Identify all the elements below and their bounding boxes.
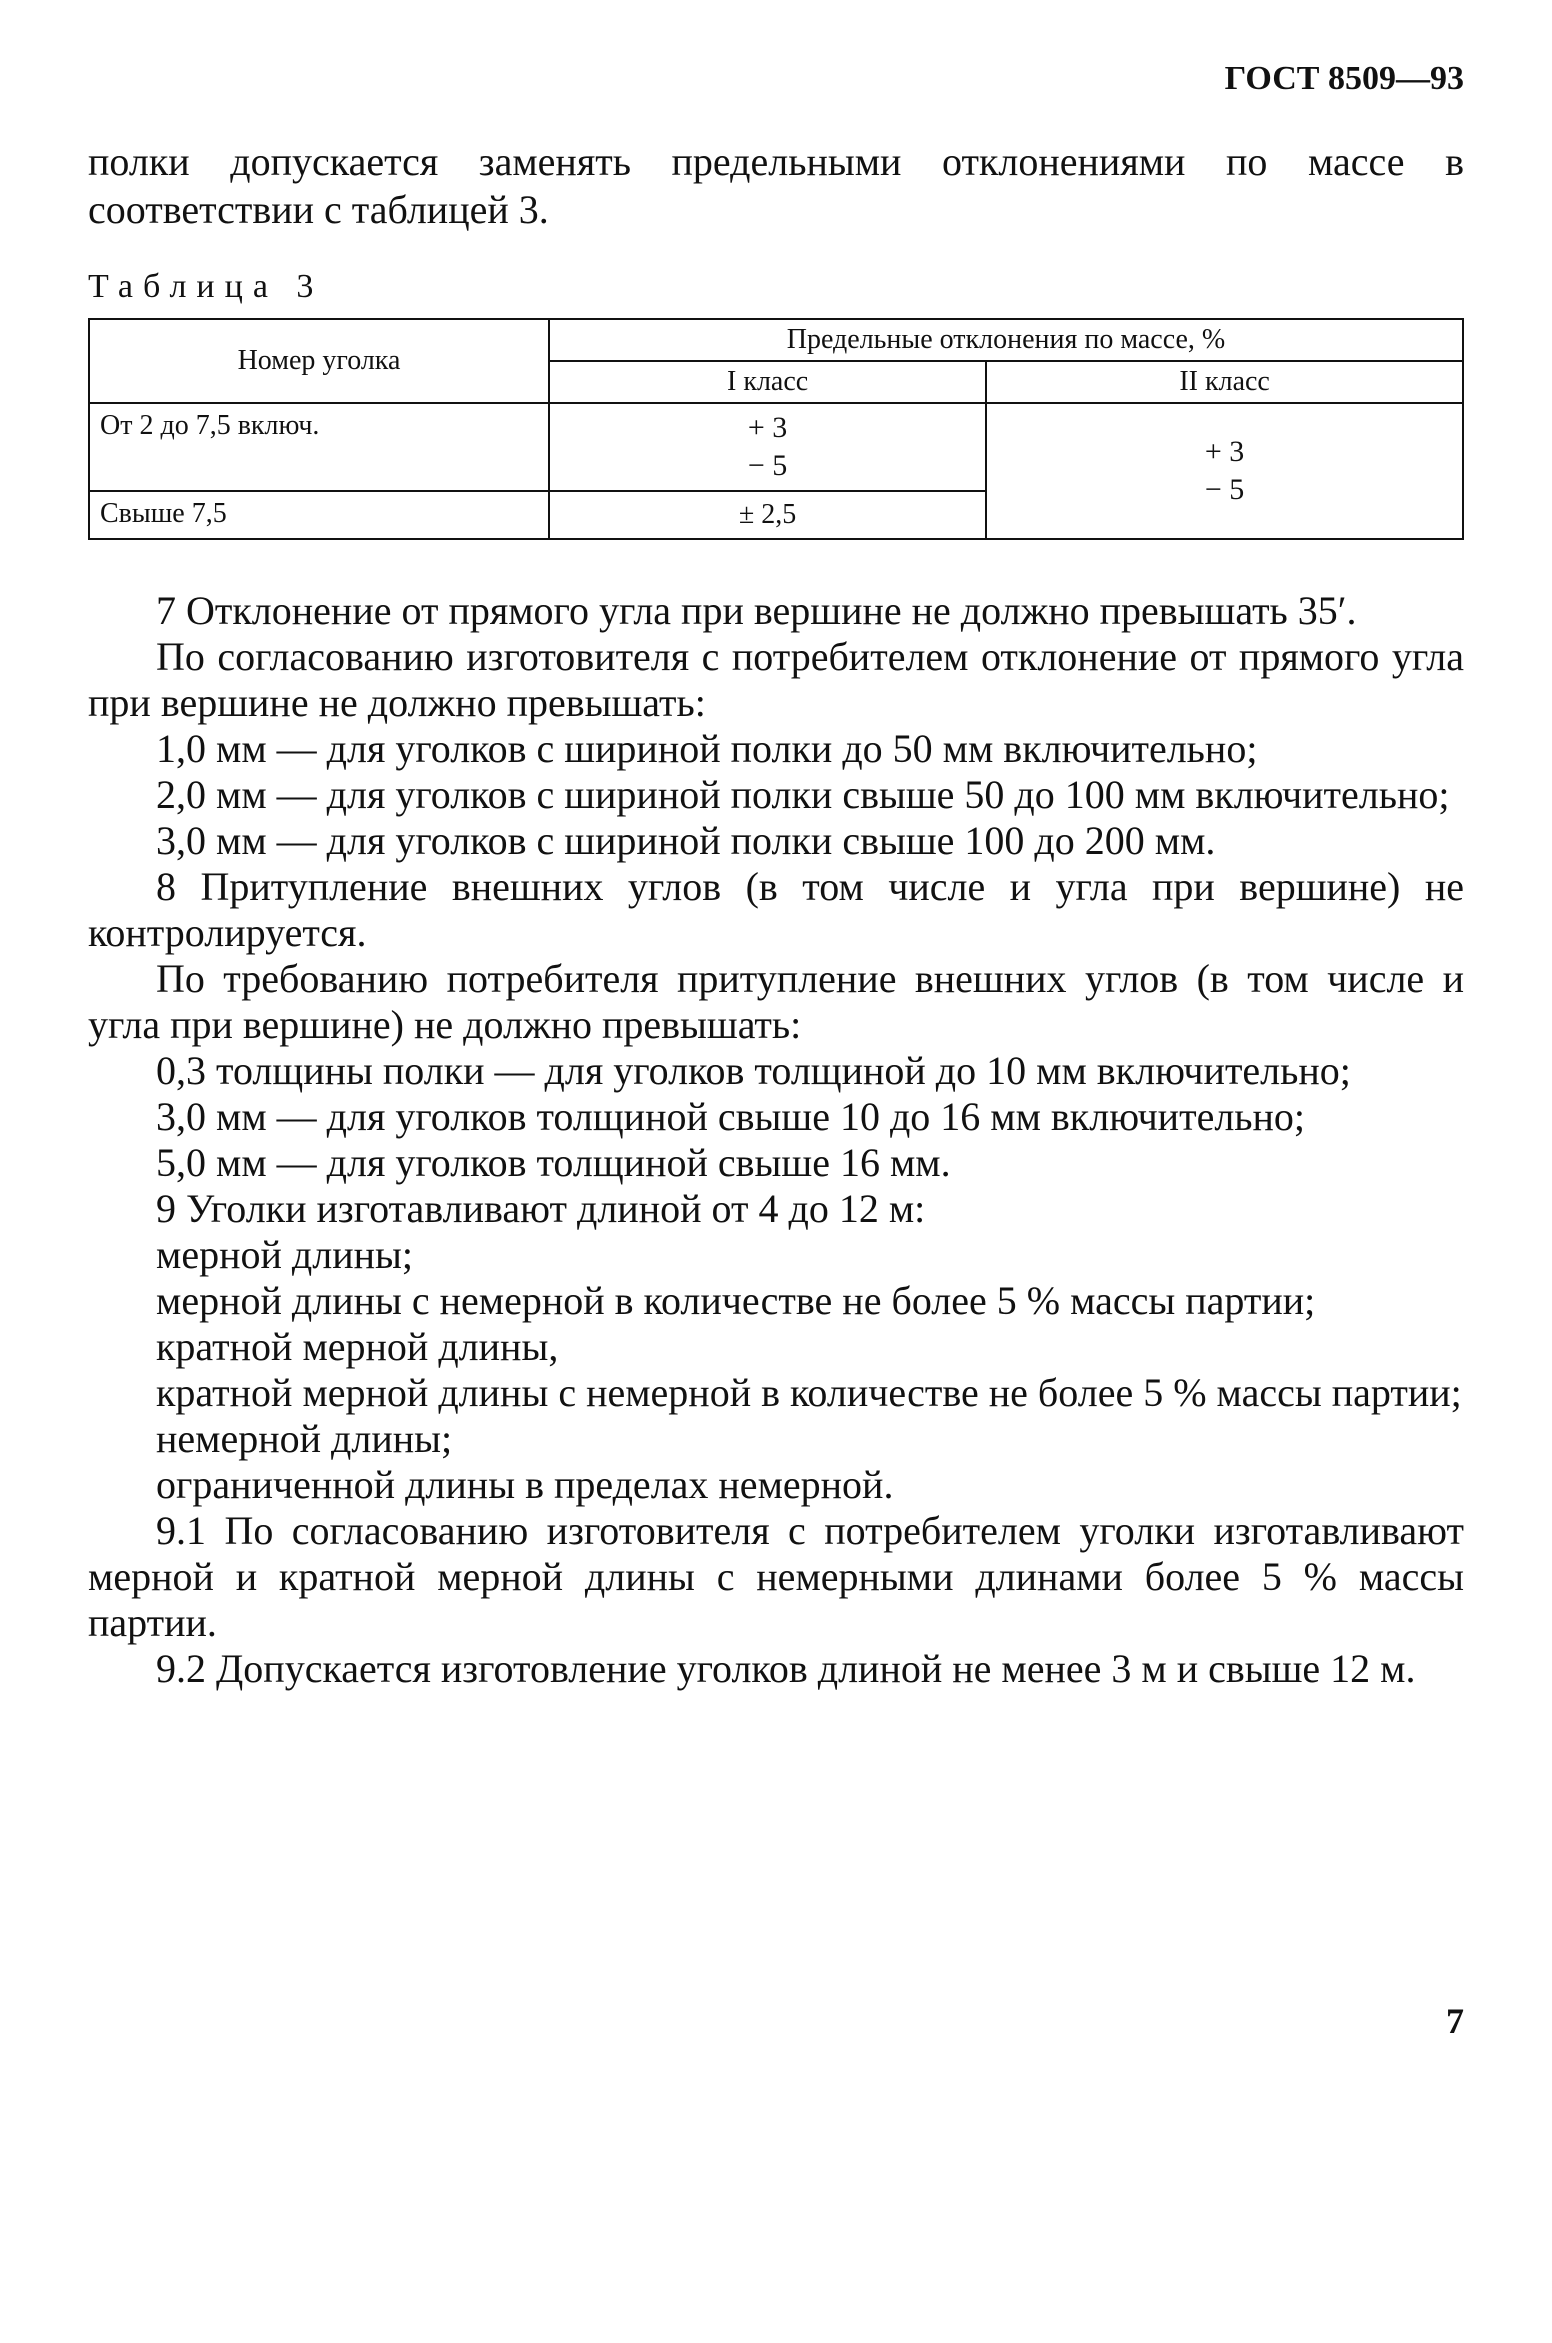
class1-row1-minus: − 5 [747,449,788,482]
body-text [88,588,1464,1692]
class2-minus: − 5 [1204,473,1245,506]
paragraph: 3,0 мм — для уголков с шириной полки свыше 100 до 200 мм. [156,818,1216,863]
paragraph: 0,3 толщины полки — для уголков толщиной до 10 мм включительно; [156,1048,1351,1093]
class2-plus: + 3 [1204,435,1245,468]
paragraph: кратной мерной длины с немерной в количестве не более 5 % массы партии; [156,1370,1462,1415]
paragraph-7: 7 Отклонение от прямого угла при вершине не должно превышать 35′. [156,588,1357,633]
paragraph: мерной длины; [156,1232,413,1277]
lead-paragraph: полки допускается заменять предельными отклонениями по массе в соответствии с таблицей 3. [88,139,1464,232]
cell-class1-row2: ± 2,5 [549,491,986,539]
paragraph-9-1: 9.1 По согласованию изготовителя с потребителем уголки изготавливают мерной и кратной мерной длины с немерными длинами более 5 % массы партии. [88,1508,1464,1645]
table-row [89,403,1463,491]
paragraph: По согласованию изготовителя с потребителем отклонение от прямого угла при вершине не должно превышать: [88,634,1464,725]
paragraph-9-2: 9.2 Допускается изготовление уголков длиной не менее 3 м и свыше 12 м. [156,1646,1416,1691]
document-page [88,60,1464,1692]
header-class-2: II класс [986,361,1463,403]
paragraph: 1,0 мм — для уголков с шириной полки до 50 мм включительно; [156,726,1258,771]
cell-class1-row1 [549,403,986,491]
paragraph-8: 8 Притупление внешних углов (в том числе и угла при вершине) не контролируется. [88,864,1464,955]
paragraph: 5,0 мм — для уголков толщиной свыше 16 мм. [156,1140,951,1185]
paragraph: мерной длины с немерной в количестве не более 5 % массы партии; [156,1278,1316,1323]
paragraph: ограниченной длины в пределах немерной. [156,1462,894,1507]
header-mass-deviation: Предельные отклонения по массе, % [549,319,1463,361]
mass-deviation-table [88,318,1464,540]
paragraph: немерной длины; [156,1416,453,1461]
row-label-2: Свыше 7,5 [89,491,549,539]
header-class-1: I класс [549,361,986,403]
page-number: 7 [1446,2001,1464,2041]
row-label-1: От 2 до 7,5 включ. [89,403,549,491]
header-angle-number: Номер уголка [89,319,549,403]
standard-header: ГОСТ 8509—93 [1224,60,1464,97]
cell-class2-merged [986,403,1463,539]
paragraph-9: 9 Уголки изготавливают длиной от 4 до 12 м: [156,1186,926,1231]
paragraph: 2,0 мм — для уголков с шириной полки свыше 50 до 100 мм включительно; [156,772,1450,817]
paragraph: 3,0 мм — для уголков толщиной свыше 10 до 16 мм включительно; [156,1094,1306,1139]
class1-row1-plus: + 3 [747,411,788,444]
table-caption: Таблица 3 [88,268,324,305]
paragraph: кратной мерной длины, [156,1324,559,1369]
paragraph: По требованию потребителя притупление внешних углов (в том числе и угла при вершине) не должно превышать: [88,956,1464,1047]
